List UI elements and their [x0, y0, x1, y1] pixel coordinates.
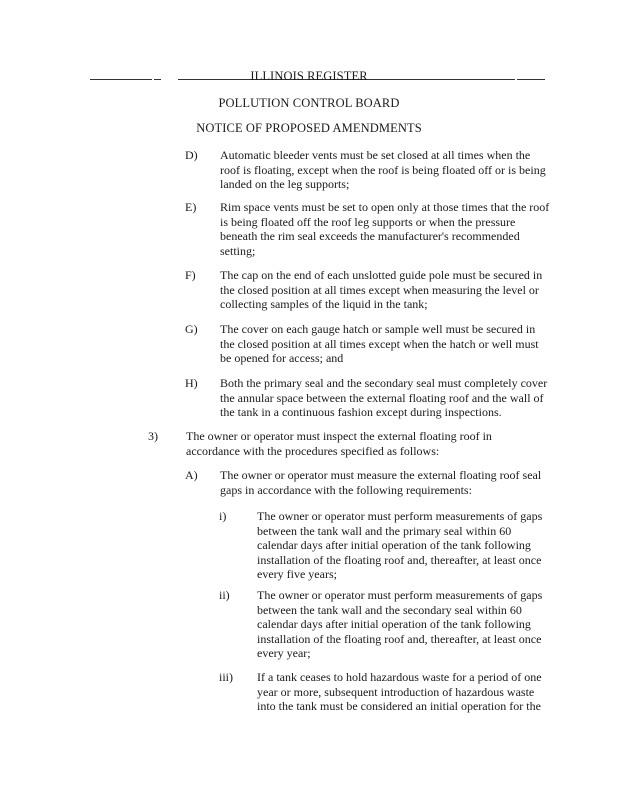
item-text: The cover on each gauge hatch or sample well must be secured in the closed position at all times except when the hatch or well must be opened for access; and: [220, 322, 539, 366]
item-label: iii): [219, 670, 233, 684]
item-label: 3): [148, 429, 158, 443]
item-text: Rim space vents must be set to open only at those times that the roof is being floated off the roof leg supports or when the pressure beneath the rim seal exceeds the manufacturer's recommended setting;: [220, 200, 550, 258]
item-text: The owner or operator must perform measurements of gaps between the tank wall and the primary seal within 60 calendar days after initial operation of the tank following installation of the floating roof and, thereafter, at least once every five years;: [257, 509, 543, 582]
item-text: Automatic bleeder vents must be set closed at all times when the roof is floating, except when the roof is being floated off or is being landed on the leg supports;: [220, 148, 546, 192]
board-title: POLLUTION CONTROL BOARD: [218, 96, 400, 110]
item-text: If a tank ceases to hold hazardous waste for a period of one year or more, subsequent introduction of hazardous waste into the tank must be considered an initial operation for the: [257, 670, 542, 714]
item-text: The owner or operator must perform measurements of gaps between the tank wall and the secondary seal within 60 calendar days after initial operation of the tank following installation of the floating roof and, thereafter, at least once every year;: [257, 588, 543, 661]
item-label: ii): [219, 588, 230, 602]
item-label: i): [219, 509, 227, 523]
item-text: Both the primary seal and the secondary seal must completely cover the annular space between the external floating roof and the wall of the tank in a continuous fashion except during inspections.: [220, 376, 548, 420]
item-text: The owner or operator must measure the external floating roof seal gaps in accordance with the following requirements:: [220, 468, 542, 497]
item-label: E): [185, 200, 197, 214]
item-label: G): [185, 322, 198, 336]
item-label: H): [185, 376, 198, 390]
item-text: The cap on the end of each unslotted guide pole must be secured in the closed position at all times except when measuring the level or collecting samples of the liquid in the tank;: [220, 268, 543, 312]
item-label: A): [185, 468, 198, 482]
notice-title: NOTICE OF PROPOSED AMENDMENTS: [196, 121, 422, 135]
item-label: D): [185, 148, 198, 162]
item-label: F): [185, 268, 196, 282]
item-text: The owner or operator must inspect the external floating roof in accordance with the procedures specified as follows:: [186, 429, 492, 458]
register-title: ILLINOIS REGISTER: [250, 69, 368, 83]
